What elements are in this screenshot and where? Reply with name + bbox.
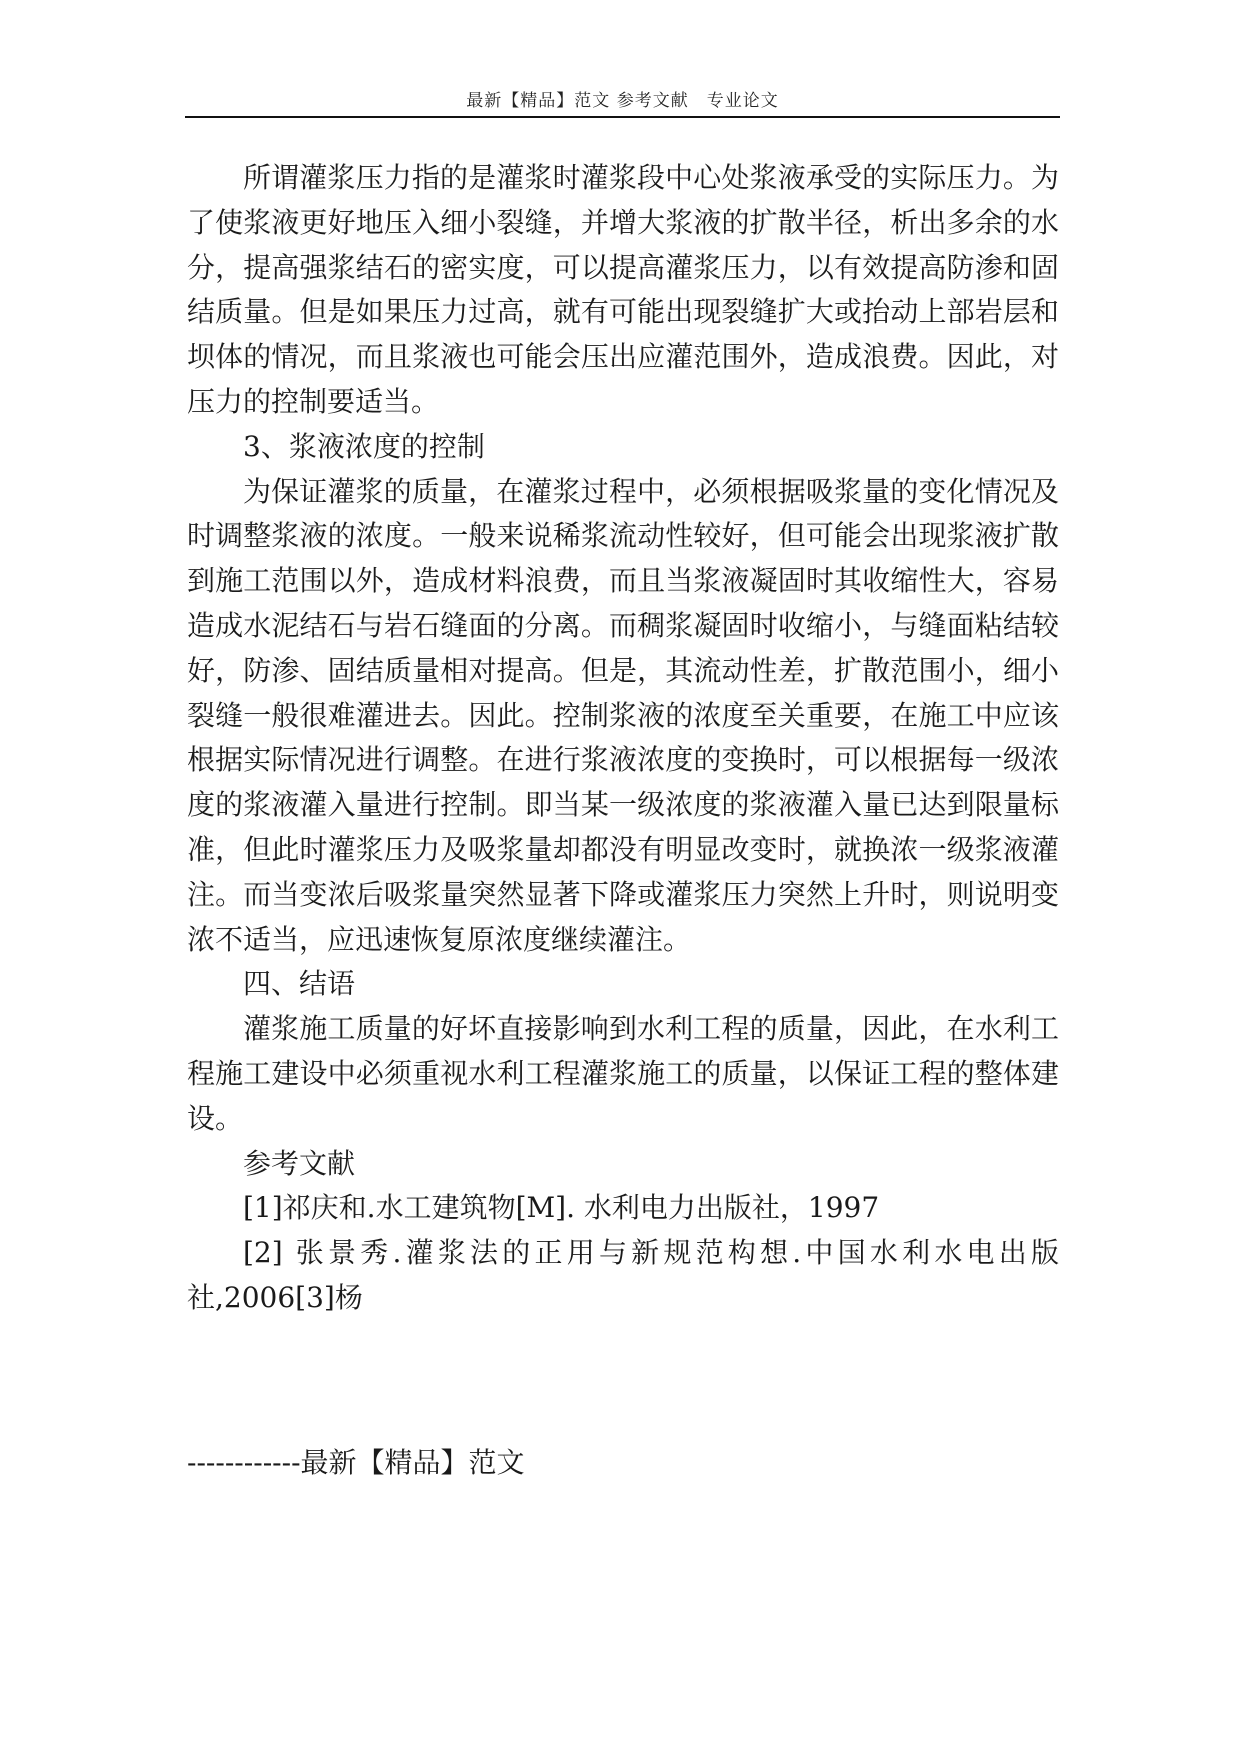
reference-item: [2] 张景秀.灌浆法的正用与新规范构想.中国水利水电出版社,2006[3]杨	[187, 1236, 1059, 1314]
paragraph-grouting-pressure: 所谓灌浆压力指的是灌浆时灌浆段中心处浆液承受的实际压力。为了使浆液更好地压入细小裂缝，并增大浆液的扩散半径，析出多余的水分，提高强浆结石的密实度，可以提高灌浆压力，以有效提高防渗和固结质量。但是如果压力过高，就有可能出现裂缝扩大或抬动上部岩层和坝体的情况，而且浆液也可能会压出应灌范围外，造成浪费。因此，对压力的控制要适当。	[187, 161, 1059, 418]
page-header: 最新【精品】范文 参考文献 专业论文	[466, 91, 779, 111]
heading-conclusion: 四、结语	[243, 967, 356, 1001]
document-body	[187, 156, 1059, 1321]
header-rule	[185, 116, 1060, 118]
heading-slurry-concentration: 3、浆液浓度的控制	[243, 429, 485, 463]
references-heading: 参考文献	[243, 1146, 356, 1180]
page-footer: ------------最新【精品】范文	[187, 1446, 525, 1479]
paragraph-conclusion: 灌浆施工质量的好坏直接影响到水利工程的质量，因此，在水利工程施工建设中必须重视水利工程灌浆施工的质量，以保证工程的整体建设。	[187, 1012, 1059, 1135]
paragraph-slurry-concentration: 为保证灌浆的质量，在灌浆过程中，必须根据吸浆量的变化情况及时调整浆液的浓度。一般来说稀浆流动性较好，但可能会出现浆液扩散到施工范围以外，造成材料浪费，而且当浆液凝固时其收缩性大，容易造成水泥结石与岩石缝面的分离。而稠浆凝固时收缩小，与缝面粘结较好，防渗、固结质量相对提高。但是，其流动性差，扩散范围小，细小裂缝一般很难灌进去。因此。控制浆液的浓度至关重要，在施工中应该根据实际情况进行调整。在进行浆液浓度的变换时，可以根据每一级浓度的浆液灌入量进行控制。即当某一级浓度的浆液灌入量已达到限量标准，但此时灌浆压力及吸浆量却都没有明显改变时，就换浓一级浆液灌注。而当变浓后吸浆量突然显著下降或灌浆压力突然上升时，则说明变浓不适当，应迅速恢复原浓度继续灌注。	[187, 474, 1059, 956]
reference-item: [1]祁庆和.水工建筑物[M]. 水利电力出版社，1997	[243, 1191, 880, 1225]
